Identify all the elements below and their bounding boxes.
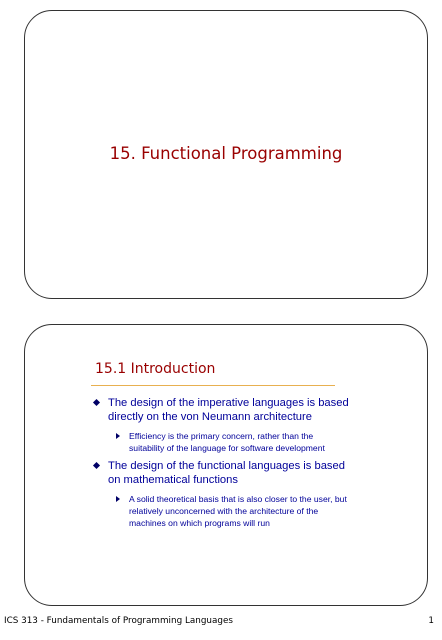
- sub-bullet-text-line: relatively unconcerned with the architecture of the: [129, 505, 319, 516]
- footer-course-title: ICS 313 - Fundamentals of Programming Languages: [4, 616, 233, 626]
- title-divider: [91, 385, 335, 386]
- sub-bullet-item: [129, 494, 379, 529]
- sub-bullet-text-line: machines on which programs will run: [129, 517, 270, 528]
- sub-bullet-text-line: A solid theoretical basis that is also closer to the user, but: [129, 494, 347, 504]
- bullet-text-line: The design of the functional languages is based: [108, 460, 345, 472]
- bullet-item: [108, 460, 398, 487]
- slide-title: 15. Functional Programming: [109, 144, 343, 163]
- footer-page-number: 1: [428, 616, 434, 626]
- bullet-text-line: on mathematical functions: [108, 473, 238, 486]
- diamond-bullet-icon: [93, 462, 100, 469]
- slide-2: [24, 324, 428, 606]
- sub-bullet-item: [129, 431, 369, 455]
- bullet-text-line: directly on the von Neumann architecture: [108, 410, 312, 423]
- diamond-bullet-icon: [93, 399, 100, 406]
- slide-title: 15.1 Introduction: [95, 361, 216, 377]
- sub-bullet-text-line: suitability of the language for software development: [129, 442, 325, 453]
- triangle-bullet-icon: [116, 496, 120, 502]
- bullet-item: [108, 397, 398, 424]
- bullet-text-line: The design of the imperative languages is based: [108, 397, 349, 409]
- sub-bullet-text-line: Efficiency is the primary concern, rather than the: [129, 431, 314, 441]
- triangle-bullet-icon: [116, 433, 120, 439]
- slide-1: [24, 10, 428, 299]
